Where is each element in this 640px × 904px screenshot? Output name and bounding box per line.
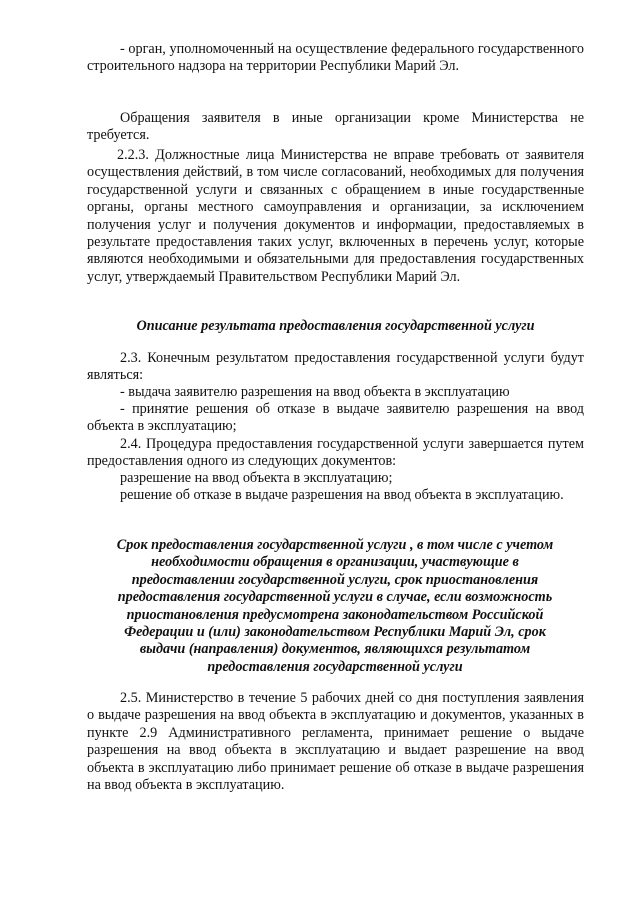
- paragraph-supervision-authority: - орган, уполномоченный на осуществление федерального государственного строительного надзора на территории Республики Марий Эл.: [87, 41, 584, 75]
- paragraph-2-5: 2.5. Министерство в течение 5 рабочих дней со дня поступления заявления о выдаче разрешения на ввод объекта в эксплуатацию и документов, указанных в пункте 2.9 Административного регламента, принимает решение о выдаче разрешения на ввод объекта в эксплуатацию и выдает разрешение на ввод объекта в эксплуатацию либо принимает решение об отказе в выдаче разрешения на ввод объекта в эксплуатацию.: [87, 690, 584, 794]
- paragraph-document-refusal: решение об отказе в выдаче разрешения на ввод объекта в эксплуатацию.: [120, 487, 564, 503]
- paragraph-2-2-3: 2.2.3. Должностные лица Министерства не вправе требовать от заявителя осуществления действий, в том числе согласований, необходимых для получения государственной услуги и связанных с обращением в иные государственные органы, органы местного самоуправления и организации, за исключением получения услуг и получения документов и информации, предоставляемых в результате предоставления таких услуг, включенных в перечень услуг, которые являются необходимыми и обязательными для предоставления государственных услуг, утверждаемый Правительством Республики Марий Эл.: [87, 147, 584, 285]
- paragraph-document-permit: разрешение на ввод объекта в эксплуатацию;: [120, 470, 393, 486]
- paragraph-2-4: 2.4. Процедура предоставления государственной услуги завершается путем предоставления одного из следующих документов:: [87, 436, 584, 470]
- paragraph-no-other-organizations: Обращения заявителя в иные организации кроме Министерства не требуется.: [87, 110, 584, 144]
- paragraph-2-3: 2.3. Конечным результатом предоставления государственной услуги будут являться:: [87, 350, 584, 384]
- paragraph-result-refusal: - принятие решения об отказе в выдаче заявителю разрешения на ввод объекта в эксплуатацию;: [87, 401, 584, 435]
- heading-service-result: Описание результата предоставления государственной услуги: [136, 318, 535, 334]
- paragraph-result-permit: - выдача заявителю разрешения на ввод объекта в эксплуатацию: [120, 384, 510, 400]
- heading-service-term: Срок предоставления государственной услуги , в том числе с учетом необходимости обращения в организации, участвующие в предоставлении государственной услуги, срок приостановления предоставления государственной услуги в случае, если возможность приостановления предусмотрена законодательством Российской Федерации и (или) законодательством Республики Марий Эл, срок выдачи (направления) документов, являющихся результатом предоставления государственной услуги: [116, 537, 554, 675]
